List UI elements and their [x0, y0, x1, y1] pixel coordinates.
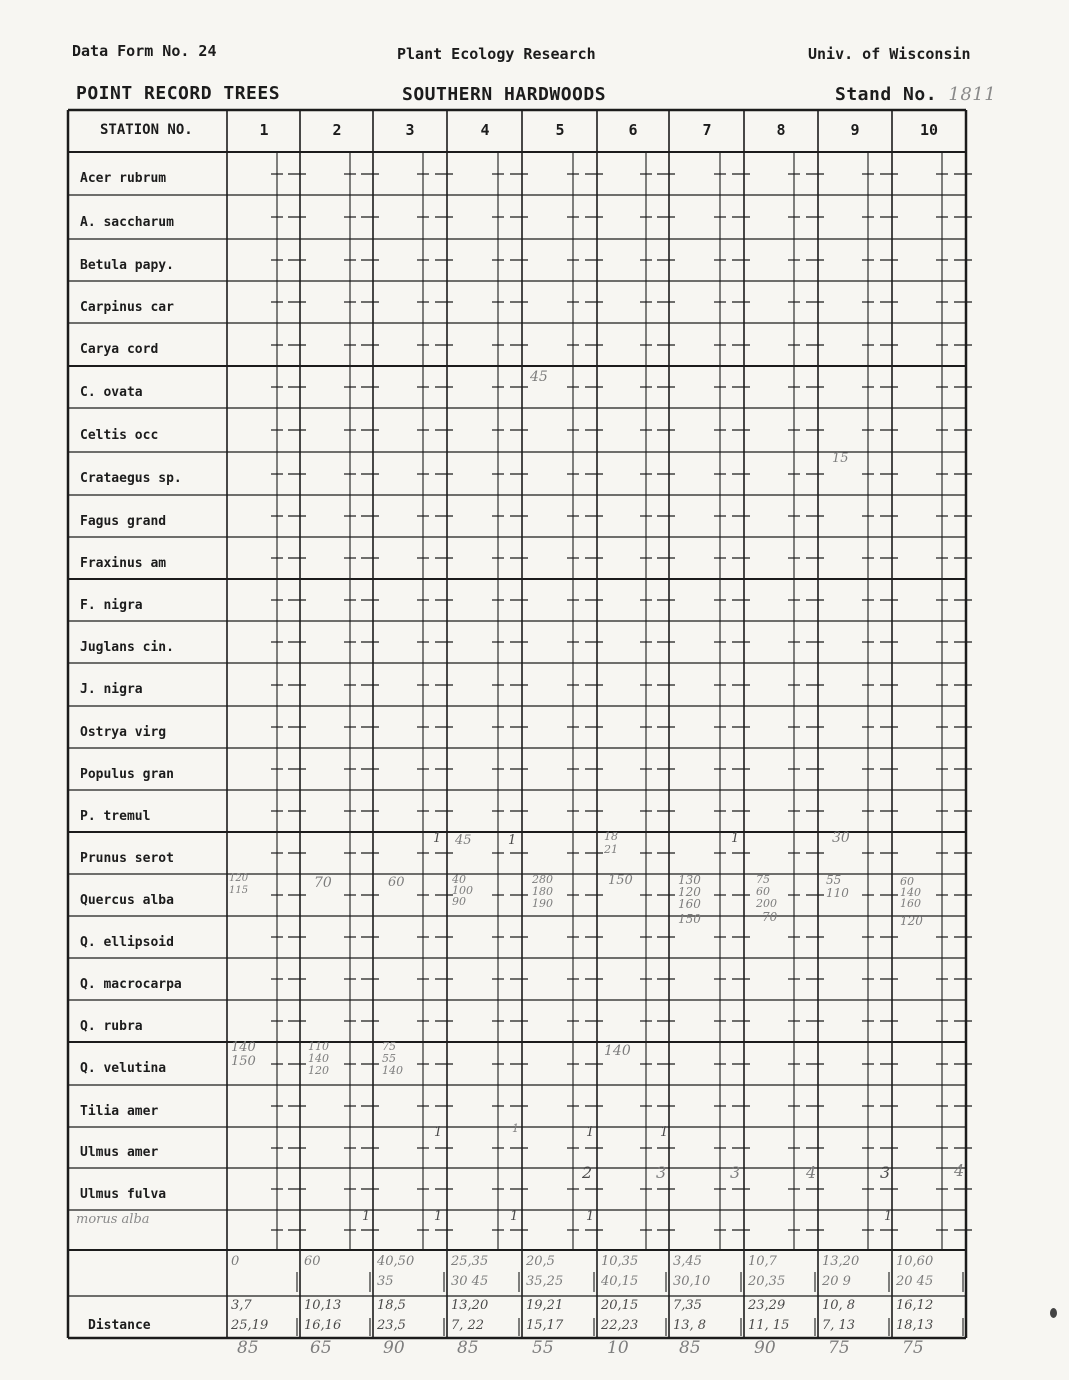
station-number-9: 9: [850, 121, 860, 139]
bearing-1: 0: [231, 1254, 240, 1269]
entry-ulmus-amer-s6: 1: [660, 1125, 669, 1140]
station-number-2: 2: [332, 121, 342, 139]
entry-prunus-s7-tally: 1: [731, 831, 740, 846]
bearing-9: 13,20 20 9: [822, 1254, 860, 1289]
distance-label: Distance: [88, 1318, 151, 1333]
entry-prunus-s4: 45: [455, 833, 472, 848]
total-1: 85: [237, 1338, 259, 1358]
species-label: Prunus serot: [80, 851, 174, 866]
species-label: Betula papy.: [80, 258, 174, 273]
station-number-1: 1: [259, 121, 269, 139]
total-10: 75: [902, 1338, 924, 1358]
entry-qalba-s4: 40 100 90: [452, 873, 473, 908]
entry-qelli-s7: 150: [678, 912, 701, 926]
total-7: 85: [679, 1338, 701, 1358]
species-label: morus alba: [76, 1212, 150, 1227]
species-label: F. nigra: [80, 598, 143, 613]
species-label: Fraxinus am: [80, 556, 167, 571]
species-label: Fagus grand: [80, 514, 167, 529]
species-label: A. saccharum: [80, 215, 174, 230]
distance-10: 16,12 18,13: [896, 1298, 934, 1333]
station-number-5: 5: [555, 121, 565, 139]
form-number: Data Form No. 24: [72, 42, 217, 60]
species-label: P. tremul: [80, 809, 151, 824]
entry-morus-s4: 1: [510, 1209, 519, 1224]
entry-ulmus-fulva-s9: 3: [880, 1163, 891, 1182]
entry-ulmus-amer-s5: 1: [586, 1125, 595, 1140]
entry-qalba-s3: 60: [388, 875, 405, 890]
entry-qelli-s10: 120: [900, 914, 923, 928]
entry-prunus-s9: 30: [832, 830, 850, 846]
record-type: POINT RECORD TREES: [76, 83, 281, 104]
distance-5: 19,21 15,17: [526, 1298, 564, 1333]
entry-qalba-s2: 70: [314, 875, 332, 891]
community-type: SOUTHERN HARDWOODS: [402, 84, 607, 105]
entry-ulmus-fulva-s8: 4: [806, 1163, 817, 1182]
bearing-4: 25,35 30 45: [451, 1254, 489, 1289]
entry-qalba-s5: 280 180 190: [532, 873, 553, 910]
species-label: Carpinus car: [80, 300, 174, 315]
entry-ulmus-fulva-s10: 4: [954, 1161, 965, 1180]
distance-1: 3,7 25,19: [231, 1298, 269, 1333]
total-6: 10: [607, 1338, 629, 1358]
distance-7: 7,35 13, 8: [673, 1298, 707, 1333]
species-label: Q. rubra: [80, 1019, 143, 1034]
species-label: Quercus alba: [80, 893, 174, 908]
distance-9: 10, 8 7, 13: [822, 1298, 856, 1333]
ink-spot: [1050, 1308, 1057, 1318]
species-label: Populus gran: [80, 767, 174, 782]
distance-8: 23,29 11, 15: [748, 1298, 790, 1333]
species-label: J. nigra: [80, 682, 143, 697]
total-5: 55: [532, 1338, 554, 1358]
entry-c-ovata-s5: 45: [530, 369, 548, 385]
entry-ulmus-amer-s4: 1: [512, 1122, 519, 1135]
distance-6: 20,15 22,23: [601, 1298, 639, 1333]
entry-ulmus-fulva-s7: 3: [730, 1163, 741, 1182]
entry-qalba-s8: 75 60 200: [756, 873, 777, 910]
total-9: 75: [828, 1338, 850, 1358]
entry-ulmus-fulva-s6: 3: [656, 1163, 667, 1182]
species-label: C. ovata: [80, 385, 143, 400]
entry-qalba-s7: 130 120 160: [678, 873, 701, 911]
total-2: 65: [310, 1338, 332, 1358]
station-number-8: 8: [776, 121, 786, 139]
bearing-10: 10,60 20 45: [896, 1254, 934, 1289]
bearing-3: 40,50 35: [377, 1254, 415, 1289]
entry-qvel-s2: 110 140 120: [308, 1040, 329, 1077]
entry-qalba-s10: 60 140 160: [900, 875, 921, 910]
bearing-8: 10,7 20,35: [748, 1254, 786, 1289]
distance-3: 18,5 23,5: [377, 1298, 406, 1333]
species-label: Celtis occ: [80, 428, 159, 443]
entry-qvel-s3: 75 55 140: [382, 1040, 403, 1077]
entry-prunus-s3-tally: 1: [433, 831, 442, 846]
bearing-5: 20,5 35,25: [526, 1254, 564, 1289]
entry-ulmus-fulva-s5: 2: [582, 1163, 593, 1182]
species-label: Q. ellipsoid: [80, 935, 174, 950]
species-label: Q. macrocarpa: [80, 977, 182, 992]
station-header: STATION NO.: [100, 122, 193, 138]
institution: Univ. of Wisconsin: [808, 45, 971, 63]
entry-qalba-s6: 150: [608, 873, 633, 888]
bearing-2: 60: [304, 1254, 321, 1269]
project-title: Plant Ecology Research: [397, 45, 596, 63]
species-label: Carya cord: [80, 342, 159, 357]
station-number-6: 6: [628, 121, 638, 139]
species-label: Crataegus sp.: [80, 471, 182, 486]
bearing-6: 10,35 40,15: [601, 1254, 639, 1289]
species-label: Ostrya virg: [80, 725, 167, 740]
distance-2: 10,13 16,16: [304, 1298, 342, 1333]
species-label: Q. velutina: [80, 1061, 167, 1076]
stand-number: 1811: [948, 84, 997, 105]
stand-label-text: Stand No.: [835, 84, 938, 105]
entry-crataegus-s9: 15: [832, 451, 849, 466]
species-label: Tilia amer: [80, 1104, 159, 1119]
distance-4: 13,20 7, 22: [451, 1298, 489, 1333]
entry-qalba-s9: 55 110: [826, 873, 849, 900]
entry-ulmus-amer-s3: 1: [434, 1125, 443, 1140]
station-number-7: 7: [702, 121, 712, 139]
total-8: 90: [754, 1338, 776, 1358]
species-label: Juglans cin.: [80, 640, 174, 655]
entry-qalba-s1: 120 115: [229, 873, 249, 896]
entry-morus-s9: 1: [884, 1209, 893, 1224]
entry-prunus-s6: 18 21: [604, 830, 618, 856]
entry-morus-s3: 1: [434, 1209, 443, 1224]
entry-qvel-s6: 140: [604, 1043, 631, 1059]
entry-morus-s5: 1: [586, 1209, 595, 1224]
bearing-7: 3,45 30,10: [673, 1254, 711, 1289]
station-number-4: 4: [480, 121, 490, 139]
entry-qelli-s8: 70: [762, 910, 778, 924]
station-number-3: 3: [405, 121, 415, 139]
entry-prunus-s4-tally: 1: [508, 833, 517, 848]
entry-qvel-s1: 140 150: [231, 1040, 256, 1069]
species-label: Ulmus amer: [80, 1145, 159, 1160]
species-label: Acer rubrum: [80, 171, 167, 186]
station-number-10: 10: [919, 121, 939, 139]
total-3: 90: [383, 1338, 405, 1358]
total-4: 85: [457, 1338, 479, 1358]
species-label: Ulmus fulva: [80, 1187, 167, 1202]
entry-morus-s2: 1: [362, 1209, 371, 1224]
